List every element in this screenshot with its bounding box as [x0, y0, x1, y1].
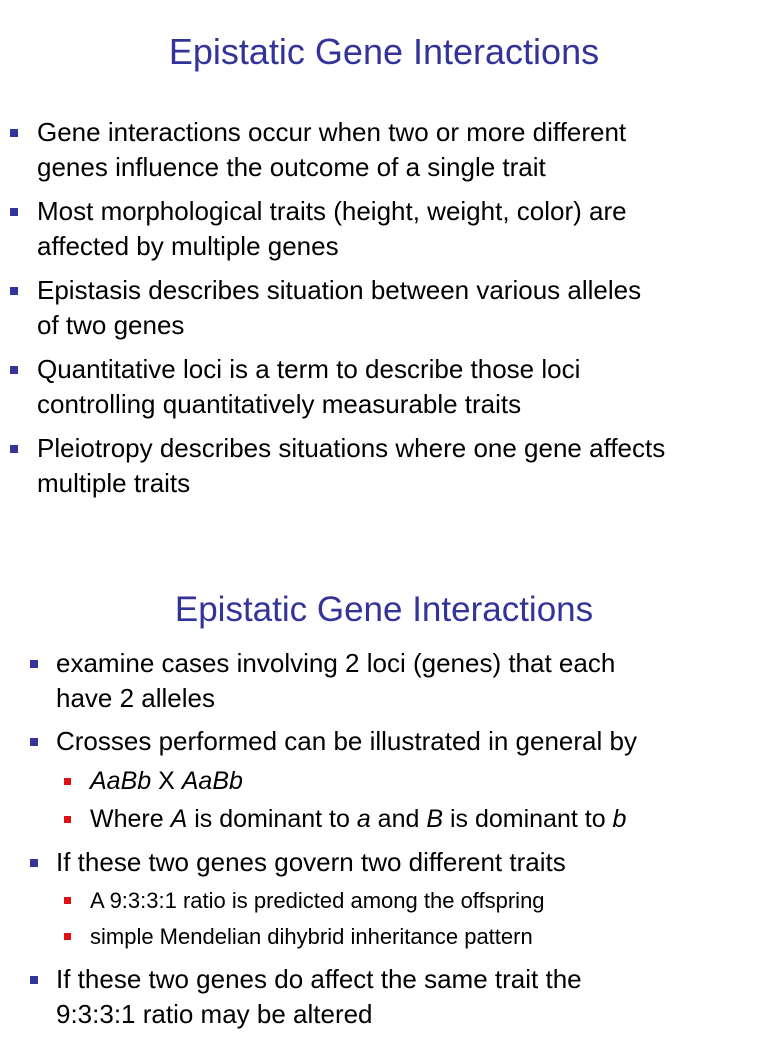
- slide-2: [0, 560, 768, 1029]
- square-sub-bullet-icon: [64, 897, 71, 904]
- square-sub-bullet-icon: [64, 933, 71, 940]
- square-sub-bullet-icon: [64, 778, 71, 785]
- bullet-line: Most morphological traits (height, weight, color) are: [37, 196, 627, 226]
- cross-symbol: X: [151, 767, 182, 795]
- genotype-1: AaBb: [90, 767, 152, 795]
- bullet-line: Pleiotropy describes situations where one gene affects: [37, 433, 666, 463]
- bullet-line: examine cases involving 2 loci (genes) that each: [56, 648, 616, 678]
- bullet-same-trait: [56, 962, 762, 1032]
- bullet-morphological-traits: [37, 194, 765, 264]
- bullet-line: Quantitative loci is a term to describe those loci: [37, 354, 581, 384]
- allele-a: a: [356, 805, 371, 833]
- bullet-line: Crosses performed can be illustrated in general by: [56, 726, 637, 756]
- sub-bullet-list: [90, 763, 768, 837]
- allele-b: b: [612, 805, 627, 833]
- text-fragment: Where: [90, 805, 171, 833]
- bullet-different-traits: [56, 845, 762, 954]
- slide-2-bullet-list: [56, 646, 762, 1040]
- bullet-line: 9:3:3:1 ratio may be altered: [56, 999, 373, 1029]
- bullet-gene-interactions: [37, 115, 765, 185]
- square-bullet-icon: [30, 660, 38, 668]
- bullet-line: affected by multiple genes: [37, 231, 339, 261]
- bullet-epistasis: [37, 273, 765, 343]
- slide-1-title: Epistatic Gene Interactions: [168, 31, 600, 72]
- bullet-quantitative-loci: [37, 352, 765, 422]
- sub-bullet-mendelian: [90, 920, 768, 954]
- text-fragment: and: [370, 805, 427, 833]
- square-sub-bullet-icon: [64, 816, 71, 823]
- sub-bullet-cross: [90, 763, 768, 799]
- square-bullet-icon: [30, 859, 38, 867]
- square-bullet-icon: [10, 287, 18, 295]
- square-bullet-icon: [10, 366, 18, 374]
- sub-bullet-text: simple Mendelian dihybrid inheritance pattern: [90, 924, 533, 949]
- bullet-line: controlling quantitatively measurable traits: [37, 389, 522, 419]
- square-bullet-icon: [30, 738, 38, 746]
- square-bullet-icon: [30, 976, 38, 984]
- sub-bullet-list: [90, 884, 768, 954]
- bullet-line: multiple traits: [37, 468, 191, 498]
- bullet-line: Epistasis describes situation between various alleles: [37, 275, 642, 305]
- bullet-line: Gene interactions occur when two or more different: [37, 117, 627, 147]
- bullet-pleiotropy: [37, 431, 765, 501]
- text-fragment: is dominant to: [187, 805, 357, 833]
- bullet-line: of two genes: [37, 310, 185, 340]
- sub-bullet-ratio: [90, 884, 768, 918]
- bullet-crosses: [56, 724, 762, 837]
- square-bullet-icon: [10, 445, 18, 453]
- text-fragment: is dominant to: [443, 805, 613, 833]
- bullet-line: have 2 alleles: [56, 683, 215, 713]
- slide-2-title: Epistatic Gene Interactions: [174, 590, 594, 629]
- square-bullet-icon: [10, 129, 18, 137]
- square-bullet-icon: [10, 208, 18, 216]
- bullet-line: genes influence the outcome of a single trait: [37, 152, 546, 182]
- genotype-2: AaBb: [181, 767, 243, 795]
- sub-bullet-text: A 9:3:3:1 ratio is predicted among the offspring: [90, 888, 545, 913]
- allele-A: A: [170, 805, 188, 833]
- bullet-line: If these two genes do affect the same trait the: [56, 964, 582, 994]
- bullet-line: If these two genes govern two different traits: [56, 847, 566, 877]
- slide-1-bullet-list: [37, 115, 765, 510]
- bullet-two-loci: [56, 646, 762, 716]
- sub-bullet-dominance: [90, 801, 768, 837]
- allele-B: B: [426, 805, 444, 833]
